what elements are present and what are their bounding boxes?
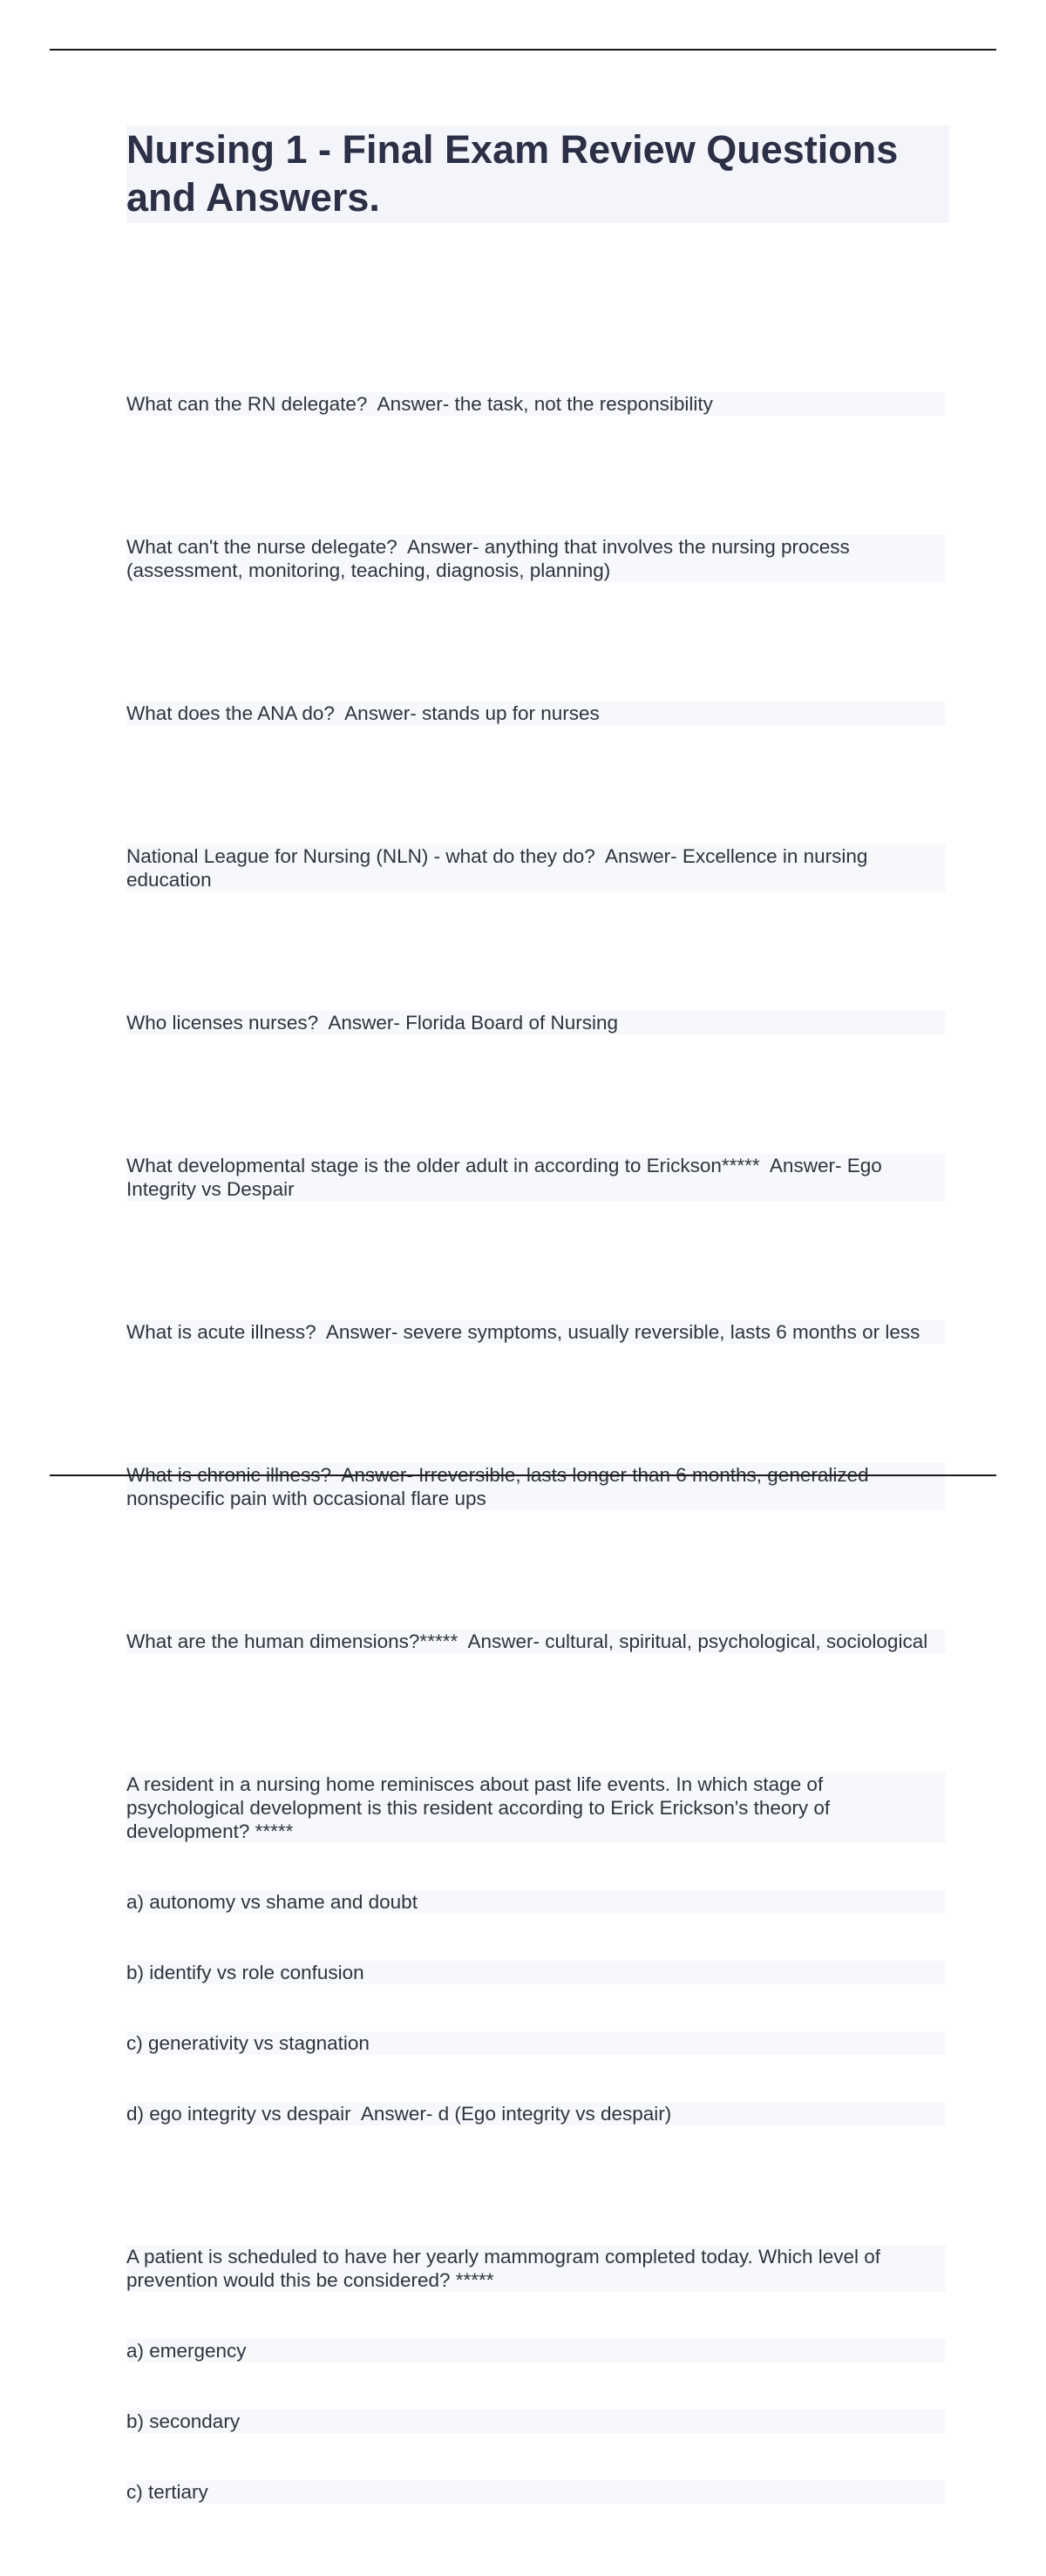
- qa-list: [126, 345, 946, 2576]
- page-title: Nursing 1 - Final Exam Review Questions and Answers.: [126, 127, 899, 220]
- qa-text: What can't the nurse delegate? Answer- anything that involves the nursing process (assessment, monitoring, teaching, diagnosis, planning): [126, 535, 946, 582]
- qa-item: [126, 654, 946, 772]
- qa-item: [126, 488, 946, 629]
- qa-text: Who licenses nurses? Answer- Florida Board of Nursing: [126, 1011, 946, 1034]
- title-block: [126, 125, 949, 223]
- qa-item: [126, 797, 946, 939]
- qa-item: [126, 1107, 946, 1248]
- qa-option-c: c) tertiary: [126, 2480, 946, 2504]
- qa-text: What is acute illness? Answer- severe symptoms, usually reversible, lasts 6 months or less: [126, 1320, 946, 1344]
- qa-question-text: A resident in a nursing home reminisces about past life events. In which stage of psychological development is this resident according to Erick Erickson's theory of development? *****: [126, 1773, 946, 1843]
- qa-option-b: b) identify vs role confusion: [126, 1961, 946, 1984]
- qa-item: [126, 1725, 946, 2173]
- qa-option-a: a) autonomy vs shame and doubt: [126, 1890, 946, 1914]
- qa-text: What is chronic illness? Answer- Irreversible, lasts longer than 6 months, generalized nonspecific pain with occasional flare ups: [126, 1463, 946, 1510]
- qa-item: [126, 1273, 946, 1391]
- top-rule: [50, 49, 996, 51]
- qa-text: What are the human dimensions?***** Answer- cultural, spiritual, psychological, sociological: [126, 1630, 946, 1653]
- qa-option-b: b) secondary: [126, 2410, 946, 2433]
- qa-option-a: a) emergency: [126, 2339, 946, 2362]
- qa-item: [126, 964, 946, 1081]
- qa-question-text: A patient is scheduled to have her yearly mammogram completed today. Which level of prevention would this be considered? *****: [126, 2245, 946, 2292]
- qa-text: What developmental stage is the older adult in according to Erickson***** Answer- Ego Integrity vs Despair: [126, 1154, 946, 1201]
- qa-item: [126, 2198, 946, 2551]
- qa-item: [126, 1583, 946, 1700]
- qa-option-c: c) generativity vs stagnation: [126, 2031, 946, 2055]
- qa-item: [126, 345, 946, 463]
- qa-text: What does the ANA do? Answer- stands up for nurses: [126, 702, 946, 725]
- bottom-rule: [50, 1474, 996, 1476]
- qa-option-d-answer: d) ego integrity vs despair Answer- d (Ego integrity vs despair): [126, 2102, 946, 2125]
- qa-item: [126, 1416, 946, 1557]
- qa-text: National League for Nursing (NLN) - what do they do? Answer- Excellence in nursing education: [126, 844, 946, 891]
- qa-text: What can the RN delegate? Answer- the task, not the responsibility: [126, 392, 946, 416]
